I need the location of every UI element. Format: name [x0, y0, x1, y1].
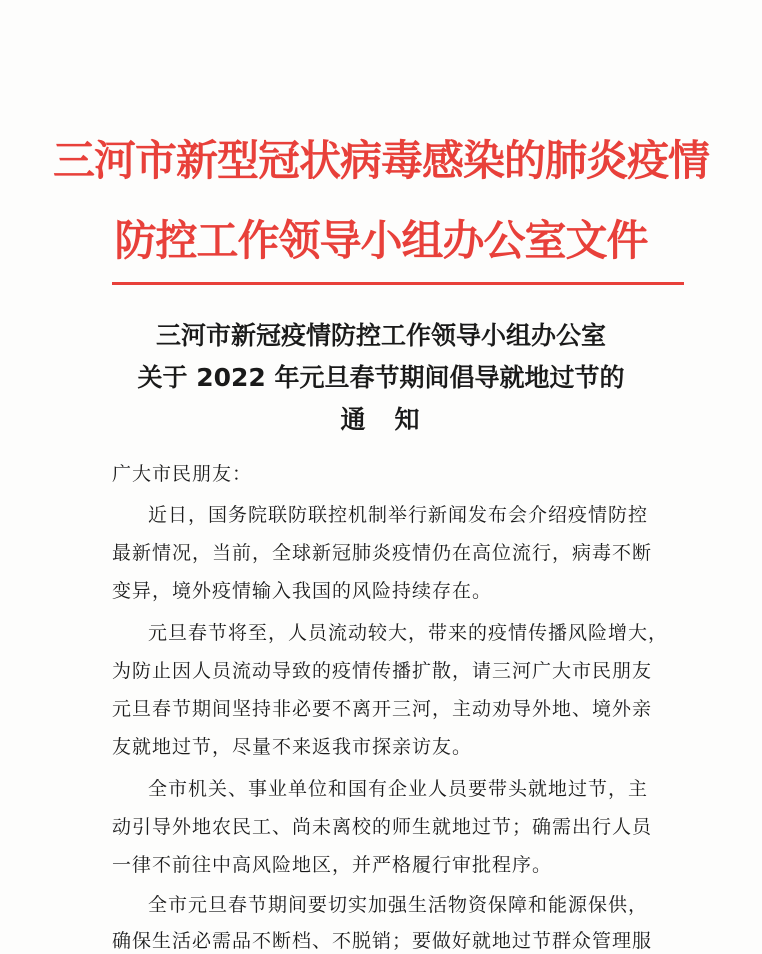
paragraph-line: 变异，境外疫情输入我国的风险持续存在。 — [112, 580, 493, 602]
paragraph-line: 全市元旦春节期间要切实加强生活物资保障和能源保供， — [148, 894, 649, 916]
paragraph-line: 动引导外地农民工、尚未离校的师生就地过节；确需出行人员 — [112, 816, 653, 838]
paragraph-line: 最新情况，当前，全球新冠肺炎疫情仍在高位流行，病毒不断 — [112, 542, 653, 564]
red-separator-line — [112, 282, 684, 285]
red-header-title-line2: 防控工作领导小组办公室文件 — [114, 216, 648, 265]
notice-title-line1: 三河市新冠疫情防控工作领导小组办公室 — [155, 321, 606, 350]
paragraph-line: 友就地过节，尽量不来返我市探亲访友。 — [112, 736, 473, 758]
paragraph-line: 元旦春节将至，人员流动较大，带来的疫情传播风险增大， — [148, 622, 669, 644]
paragraph-line: 元旦春节期间坚持非必要不离开三河，主动劝导外地、境外亲 — [112, 698, 653, 720]
paragraph-line: 确保生活必需品不断档、不脱销；要做好就地过节群众管理服 — [112, 930, 653, 952]
paragraph-line: 近日，国务院联防联控机制举行新闻发布会介绍疫情防控 — [148, 504, 649, 526]
notice-title-line2: 关于 2022 年元旦春节期间倡导就地过节的 — [137, 363, 625, 392]
red-header-title-line1: 三河市新型冠状病毒感染的肺炎疫情 — [52, 136, 709, 185]
paragraph-line: 全市机关、事业单位和国有企业人员要带头就地过节，主 — [148, 778, 649, 800]
paragraph-line: 为防止因人员流动导致的疫情传播扩散，请三河广大市民朋友 — [112, 660, 653, 682]
notice-title-line3: 通 知 — [340, 405, 422, 434]
paragraph-line: 一律不前往中高风险地区，并严格履行审批程序。 — [112, 854, 553, 876]
salutation: 广大市民朋友： — [112, 463, 253, 485]
